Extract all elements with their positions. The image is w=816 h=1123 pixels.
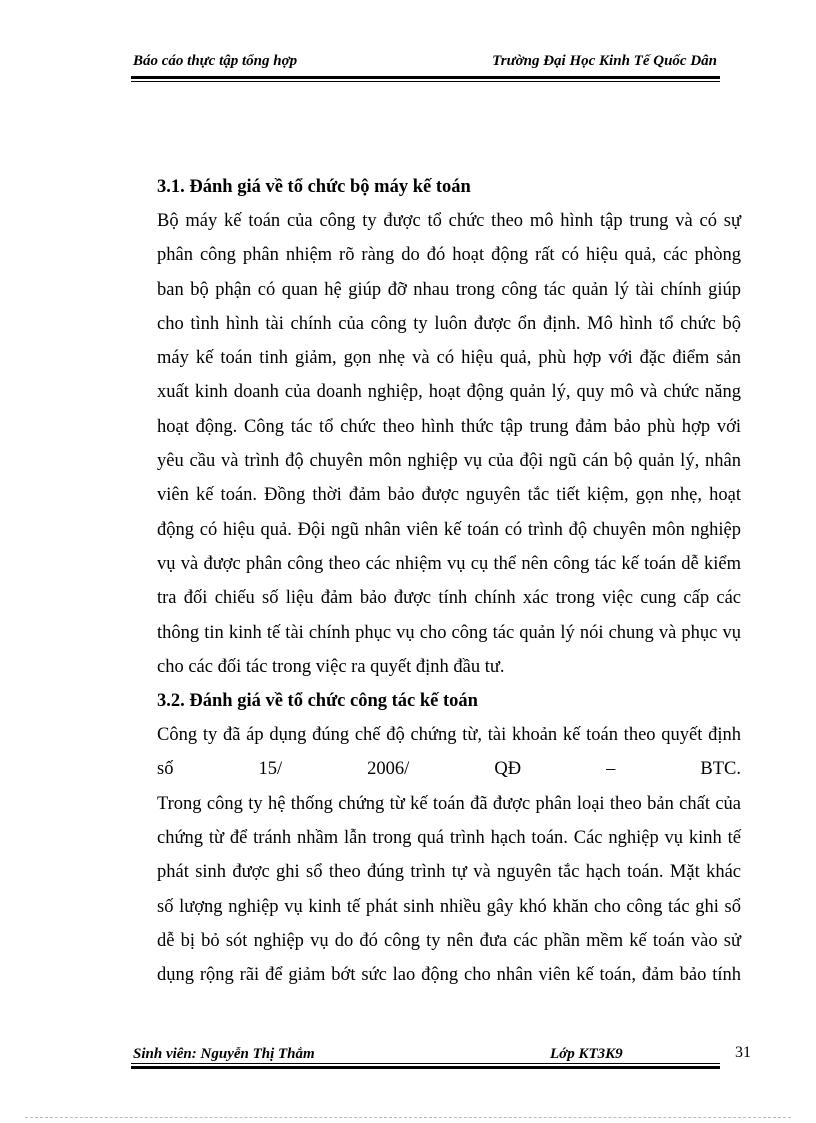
header-university-name: Trường Đại Học Kinh Tế Quốc Dân [492, 53, 717, 69]
paragraph-line: dễ bị bỏ sót nghiệp vụ do đó công ty nên đưa các phần mềm kế toán vào sử [157, 930, 741, 951]
page-header [131, 50, 721, 76]
paragraph-line: xuất kinh doanh của doanh nghiệp, hoạt động quản lý, quy mô và chức năng [157, 382, 741, 403]
paragraph-line: chứng từ để tránh nhầm lẫn trong quá trình hạch toán. Các nghiệp vụ kinh tế [157, 828, 741, 849]
paragraph-line: dụng rộng rãi để giảm bớt sức lao động cho nhân viên kế toán, đảm bảo tính [157, 965, 741, 986]
paragraph-line: Công ty đã áp dụng đúng chế độ chứng từ, tài khoản kế toán theo quyết định [157, 725, 741, 746]
page-bottom-dashed-line [25, 1117, 791, 1118]
paragraph-line: hoạt động. Công tác tổ chức theo hình thức tập trung đảm bảo phù hợp với [157, 416, 741, 437]
header-rule-thick [131, 76, 720, 79]
page-footer [131, 1042, 771, 1068]
paragraph-line: thông tin kinh tế tài chính phục vụ cho công tác quản lý nói chung và phục vụ [157, 622, 741, 643]
section-heading-3-1: 3.1. Đánh giá về tổ chức bộ máy kế toán [157, 177, 471, 197]
paragraph-line: phân công phân nhiệm rõ ràng do đó hoạt động rất có hiệu quả, các phòng [157, 245, 741, 266]
footer-student-name: Sinh viên: Nguyễn Thị Thắm [133, 1046, 315, 1062]
section-3-2-paragraph [157, 718, 741, 992]
paragraph-line: số 15/ 2006/ QĐ – BTC. [157, 759, 741, 780]
paragraph-line: viên kế toán. Đồng thời đảm bảo được nguyên tắc tiết kiệm, gọn nhẹ, hoạt [157, 485, 741, 506]
paragraph-line: máy kế toán tinh giảm, gọn nhẹ và có hiệu quả, phù hợp với đặc điểm sản [157, 348, 741, 369]
page-number: 31 [735, 1044, 751, 1061]
section-3-1-paragraph [157, 204, 741, 684]
header-rule-thin [131, 81, 720, 82]
page-body [157, 170, 741, 993]
header-report-title: Báo cáo thực tập tổng hợp [133, 53, 298, 69]
paragraph-line: Trong công ty hệ thống chứng từ kế toán đã được phân loại theo bản chất của [157, 793, 741, 814]
paragraph-line: Bộ máy kế toán của công ty được tổ chức theo mô hình tập trung và có sự [157, 211, 741, 231]
paragraph-line: động có hiệu quả. Đội ngũ nhân viên kế toán có trình độ chuyên môn nghiệp [157, 519, 741, 540]
paragraph-line: vụ và được phân công theo các nhiệm vụ cụ thể nên công tác kế toán dễ kiểm [157, 553, 741, 574]
footer-class: Lớp KT3K9 [550, 1046, 623, 1062]
paragraph-line: ban bộ phận có quan hệ giúp đỡ nhau trong công tác quản lý tài chính giúp [157, 279, 741, 300]
paragraph-line: cho tình hình tài chính của công ty luôn được ổn định. Mô hình tổ chức bộ [157, 313, 741, 334]
section-heading-3-2: 3.2. Đánh giá về tổ chức công tác kế toán [157, 691, 478, 712]
paragraph-line: cho các đối tác trong việc ra quyết định đầu tư. [157, 656, 505, 677]
paragraph-line: tra đối chiếu số liệu đảm bảo được tính chính xác trong việc cung cấp các [157, 588, 741, 609]
paragraph-line: phát sinh được ghi sổ theo đúng trình tự và nguyên tắc hạch toán. Mặt khác [157, 862, 741, 883]
paragraph-line: yêu cầu và trình độ chuyên môn nghiệp vụ của đội ngũ cán bộ quản lý, nhân [157, 451, 741, 472]
paragraph-line: số lượng nghiệp vụ kinh tế phát sinh nhiều gây khó khăn cho công tác ghi sổ [157, 896, 741, 917]
